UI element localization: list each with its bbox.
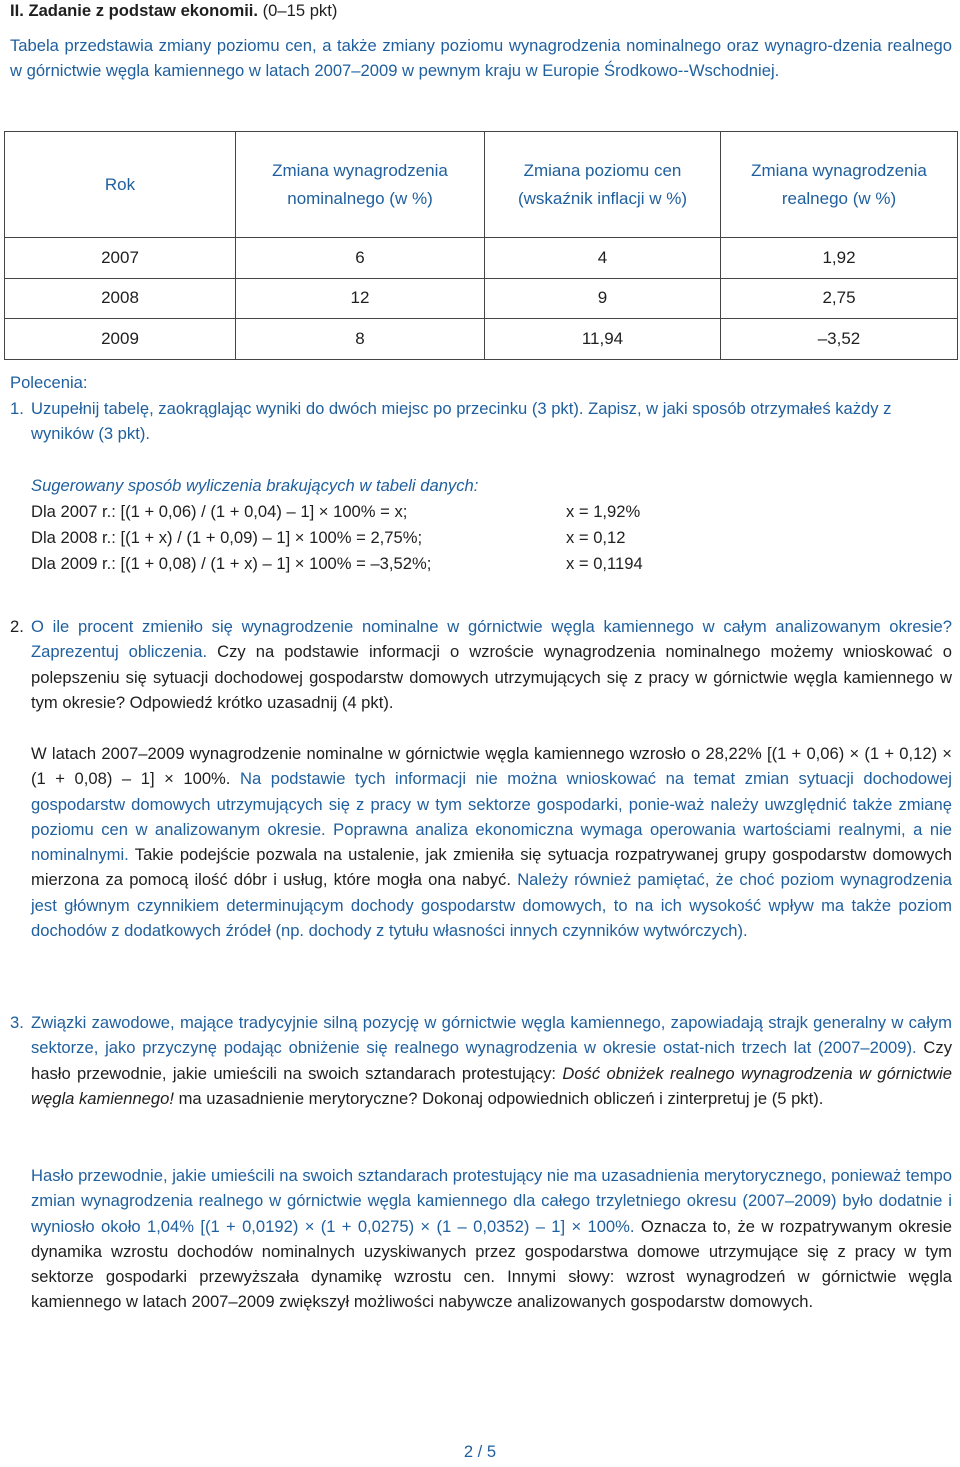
q3-answer-a: Hasło przewodnie, jakie umieścili na swoich sztandarach protestujący nie ma uzasadnienia merytorycznego, ponieważ tempo zmian wynagrodzenia realnego w górnictwie węgla kamiennego dla całego trzyletniego okresu (2007–2009) było dodatnie i wyniosło około 1,04% [(1 + 0,0192) × (1 + 0,0275) × (1 – 0,0352) – 1] × 100%. xyxy=(31,1166,952,1236)
q3-question xyxy=(31,1010,952,1111)
cell: 2008 xyxy=(5,278,236,319)
section-heading: II. Zadanie z podstaw ekonomii. xyxy=(10,1,259,20)
page-number: 2 / 5 xyxy=(463,1442,497,1461)
table-row xyxy=(5,278,958,319)
header-nominal: Zmiana wynagrodzenia nominalnego (w %) xyxy=(236,132,485,238)
header-real: Zmiana wynagrodzenia realnego (w %) xyxy=(721,132,958,238)
table-row xyxy=(5,238,958,279)
calc-2008: Dla 2008 r.: [(1 + x) / (1 + 0,09) – 1] × 100% = 2,75%; xyxy=(31,528,423,547)
q1-hint-text: Sugerowany sposób wyliczenia brakujących w tabeli danych: xyxy=(31,476,479,495)
cell: 12 xyxy=(236,278,485,319)
cell: 11,94 xyxy=(485,319,721,360)
q3-question-a: Związki zawodowe, mające tradycyjnie silną pozycję w górnictwie węgla kamiennego, zapowiadają strajk generalny w całym sektorze, jako przyczynę podając obniżenie się realnego wynagrodzenia w okresie ostat-nich trzech lat (2007–2009). xyxy=(31,1013,952,1058)
polecenia-label: Polecenia: xyxy=(10,373,88,392)
cell: 2007 xyxy=(5,238,236,279)
calc-2007: Dla 2007 r.: [(1 + 0,06) / (1 + 0,04) – 1] × 100% = x; xyxy=(31,502,408,521)
q2-answer-d: Należy również pamiętać, że choć poziom wynagrodzenia jest głównym czynnikiem determinującym dochody gospodarstw domowych, to na ich wysokość wpływ ma także poziom dochodów z dodatkowych źródeł (np. dochody z tytułu własności innych czynników wytwórczych). xyxy=(31,870,952,941)
q2-answer-c: Takie podejście pozwala na ustalenie, jak zmieniła się sytuacja rozpatrywanej grupy gospodarstw domowych mierzona za pomocą ilość dóbr i usług, które mogła ona nabyć. xyxy=(31,845,953,890)
q2-answer xyxy=(31,741,952,943)
table-row xyxy=(5,319,958,360)
header-prices: Zmiana poziomu cen (wskaźnik inflacji w %) xyxy=(485,132,721,238)
cell: 8 xyxy=(236,319,485,360)
data-table xyxy=(4,131,958,360)
q3-question-c: ma uzasadnienie merytoryczne? Dokonaj odpowiednich obliczeń i zinterpretuj je (5 pkt). xyxy=(178,1088,824,1108)
cell: 6 xyxy=(236,238,485,279)
q1-text: Uzupełnij tabelę, zaokrąglając wyniki do dwóch miejsc po przecinku (3 pkt). Zapisz, w jaki sposób otrzymałeś każdy z wyników (3 pkt). xyxy=(31,399,892,444)
section-points: (0–15 pkt) xyxy=(262,1,338,20)
cell: 4 xyxy=(485,238,721,279)
q3-answer xyxy=(31,1163,952,1315)
q3-question-b: Czy hasło przewodnie, jakie umieścili na swoich sztandarach protestujący: xyxy=(31,1038,952,1083)
table-header-row xyxy=(5,132,958,238)
cell: 1,92 xyxy=(721,238,958,279)
intro-paragraph: Tabela przedstawia zmiany poziomu cen, a także zmiany poziomu wynagrodzenia nominalnego oraz wynagro-dzenia realnego w górnictwie węgla kamiennego w latach 2007–2009 w pewnym kraju w Europie Środkowo--Wschodniej. xyxy=(10,36,952,81)
calc-2007-result: x = 1,92% xyxy=(566,502,641,521)
calc-2009-result: x = 0,1194 xyxy=(566,554,643,573)
cell: 9 xyxy=(485,278,721,319)
q2-answer-b: Na podstawie tych informacji nie można wnioskować na temat zmian sytuacji dochodowej gospodarstw domowych utrzymujących się z pracy w tym sektorze gospodarki, ponie-waż należy uwzględnić także zmianę poziomu cen w analizowanym okresie. Poprawna analiza ekonomiczna wymaga operowania wartościami realnymi, a nie nominalnymi. xyxy=(31,769,952,865)
q1-hint xyxy=(31,473,952,498)
q2-question xyxy=(31,614,952,715)
section-title xyxy=(10,0,337,22)
q2-question-b: Czy na podstawie informacji o wzroście wynagrodzenia nominalnego możemy wnioskować o polepszeniu się sytuacji dochodowej gospodarstw domowych utrzymujących się z pracy w górnictwie węgla kamiennego w tym okresie? Odpowiedź krótko uzasadnij (4 pkt). xyxy=(31,642,952,712)
header-year: Rok xyxy=(5,132,236,238)
q2-answer-a: W latach 2007–2009 wynagrodzenie nominalne w górnictwie węgla kamiennego wzrosło o 28,22% [(1 + 0,06) × (1 + 0,12) × (1 + 0,08) – 1] × 100%. xyxy=(31,744,952,789)
q2-number: 2. xyxy=(10,617,24,636)
q1-number: 1. xyxy=(10,399,24,418)
calc-2008-result: x = 0,12 xyxy=(566,528,626,547)
q2-question-a: O ile procent zmieniło się wynagrodzenie nominalne w górnictwie węgla kamiennego w całym analizowanym okresie? Zaprezentuj obliczenia. xyxy=(31,617,952,662)
q3-number: 3. xyxy=(10,1013,24,1032)
cell: 2,75 xyxy=(721,278,958,319)
cell: 2009 xyxy=(5,319,236,360)
q3-slogan: Dość obniżek realnego wynagrodzenia w górnictwie węgla kamiennego! xyxy=(31,1063,952,1108)
calc-2009: Dla 2009 r.: [(1 + 0,08) / (1 + x) – 1] × 100% = –3,52%; xyxy=(31,554,432,573)
cell: –3,52 xyxy=(721,319,958,360)
q3-answer-b: Oznacza to, że w rozpatrywanym okresie dynamika wzrostu dochodów nominalnych uzyskiwanych przez gospodarstwa domowe utrzymujące się z pracy w tym sektorze gospodarki przewyższała dynamikę wzrostu cen. Innymi słowy: wzrost wynagrodzeń w górnictwie węgla kamiennego w latach 2007–2009 zwiększył możliwości nabywcze analizowanych gospodarstw domowych. xyxy=(31,1216,952,1312)
